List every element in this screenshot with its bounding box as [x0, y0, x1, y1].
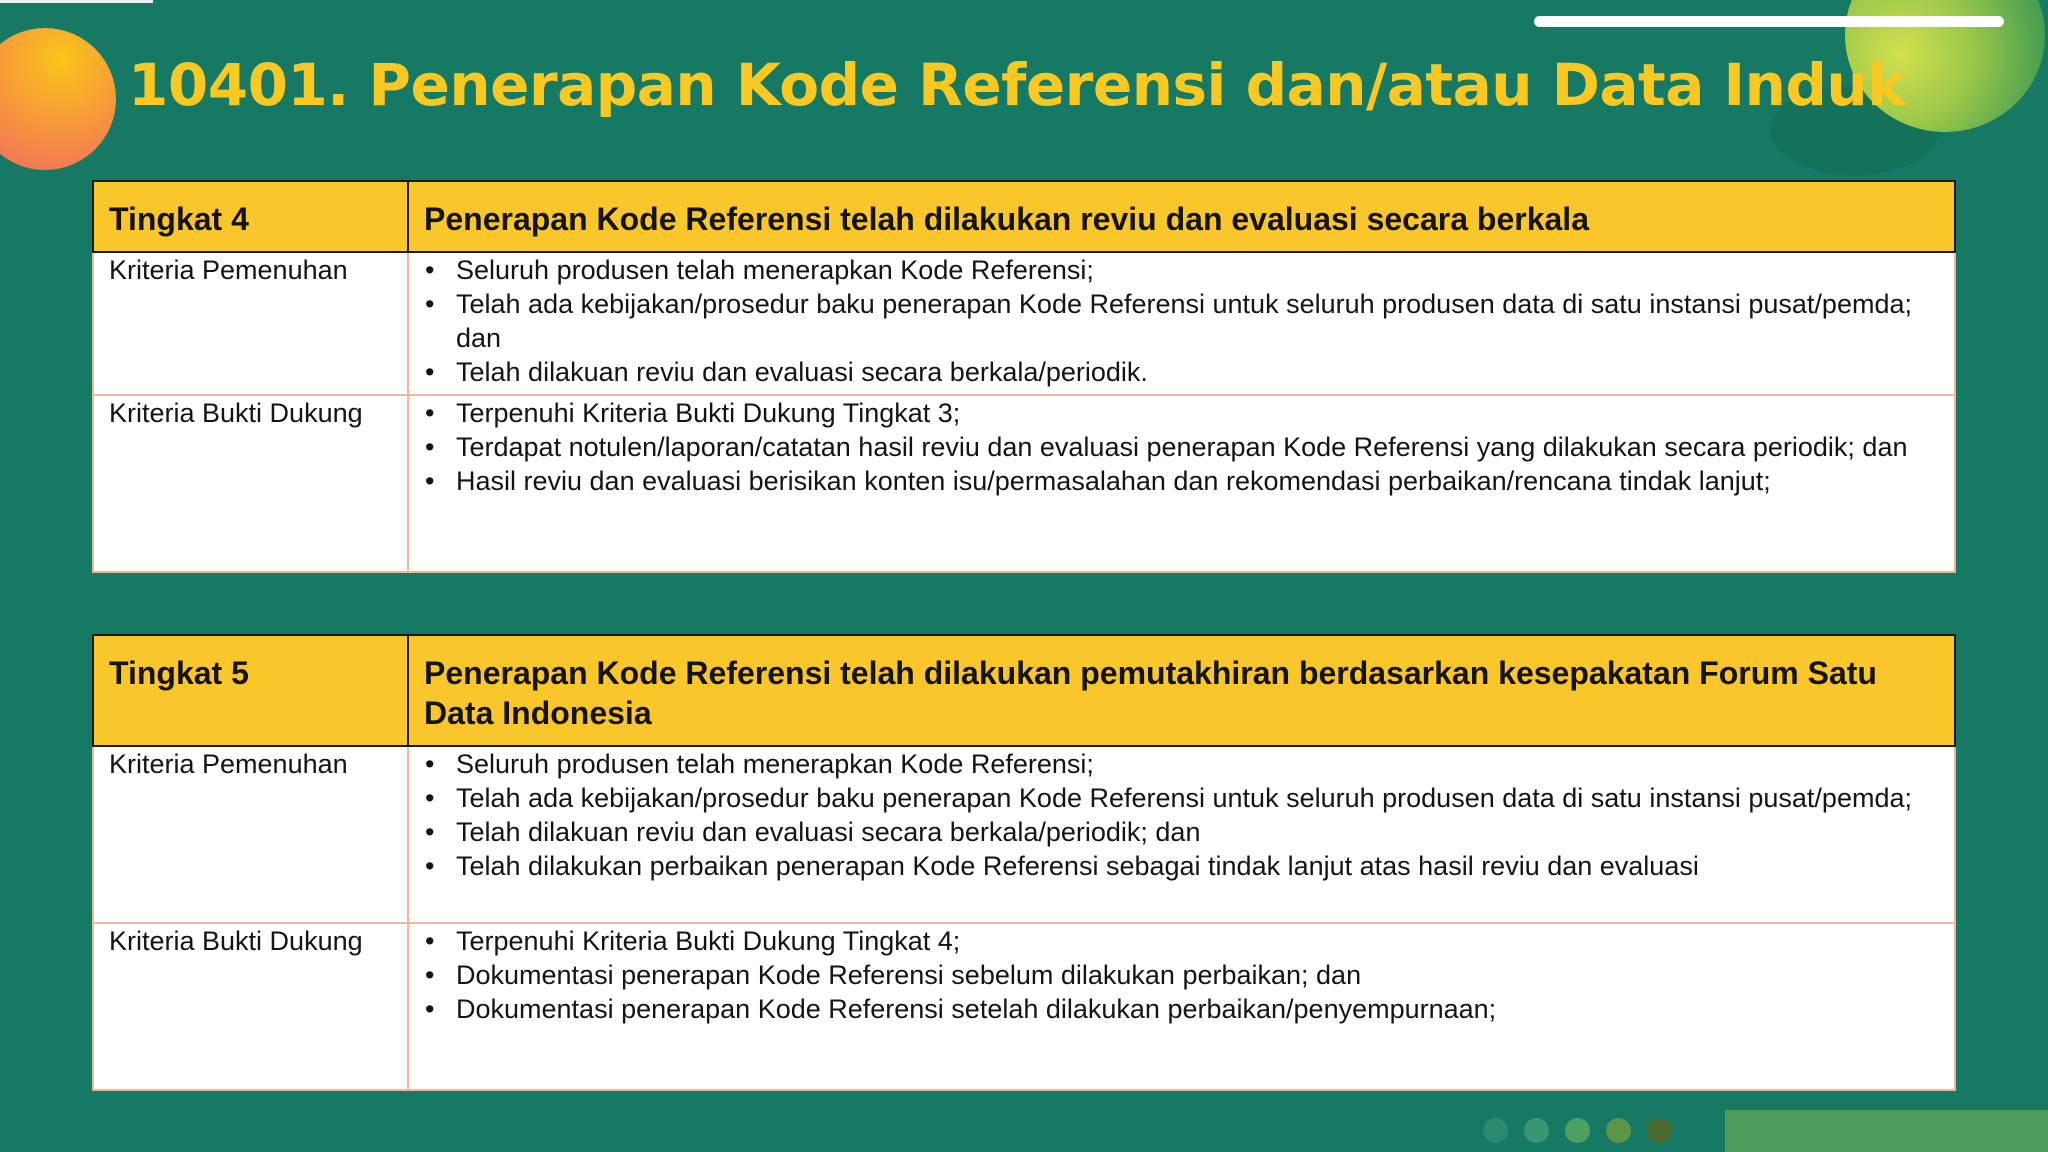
- criteria-list-cell: [408, 395, 1955, 572]
- slide-dot-1: [1483, 1118, 1508, 1143]
- slide-dot-4: [1606, 1118, 1631, 1143]
- list-item: • Telah dilakukan perbaikan penerapan Kode Referensi sebagai tindak lanjut atas hasil reviu dan evaluasi: [456, 849, 1939, 883]
- slide-dots: [1483, 1118, 1672, 1143]
- list-item: • Dokumentasi penerapan Kode Referensi setelah dilakukan perbaikan/penyempurnaan;: [456, 992, 1939, 1026]
- slide-dot-2: [1524, 1118, 1549, 1143]
- criteria-row-pemenuhan: [93, 252, 1955, 395]
- level-header-row: [93, 635, 1955, 746]
- criteria-label: Kriteria Bukti Dukung: [93, 923, 408, 1090]
- slide-title: 10401. Penerapan Kode Referensi dan/atau Data Induk: [128, 51, 1906, 119]
- criteria-row-bukti-dukung: [93, 395, 1955, 572]
- criteria-list: [424, 253, 1939, 389]
- criteria-label: Kriteria Bukti Dukung: [93, 395, 408, 572]
- list-item: • Telah ada kebijakan/prosedur baku penerapan Kode Referensi untuk seluruh produsen data di satu instansi pusat/pemda; dan: [456, 287, 1939, 355]
- top-left-accent-bar: [0, 0, 153, 3]
- list-item: • Hasil reviu dan evaluasi berisikan konten isu/permasalahan dan rekomendasi perbaikan/rencana tindak lanjut;: [456, 464, 1939, 498]
- list-item: • Telah dilakuan reviu dan evaluasi secara berkala/periodik.: [456, 355, 1939, 389]
- criteria-list: [424, 924, 1939, 1026]
- criteria-row-pemenuhan: [93, 746, 1955, 923]
- level-table-4: [92, 180, 1956, 573]
- level-table-5: [92, 634, 1956, 1091]
- corner-green-block: [1725, 1110, 2048, 1152]
- level-label: Tingkat 4: [93, 181, 408, 252]
- list-item: • Telah ada kebijakan/prosedur baku penerapan Kode Referensi untuk seluruh produsen data di satu instansi pusat/pemda;: [456, 781, 1939, 815]
- criteria-list: [424, 396, 1939, 498]
- list-item: • Terpenuhi Kriteria Bukti Dukung Tingkat 3;: [456, 396, 1939, 430]
- list-item: • Seluruh produsen telah menerapkan Kode Referensi;: [456, 253, 1939, 287]
- orange-orb-decoration: [0, 28, 116, 170]
- criteria-list: [424, 747, 1939, 883]
- list-item: • Telah dilakuan reviu dan evaluasi secara berkala/periodik; dan: [456, 815, 1939, 849]
- criteria-list-cell: [408, 746, 1955, 923]
- criteria-list-cell: [408, 923, 1955, 1090]
- top-white-bar: [1534, 16, 2004, 27]
- list-item: • Terpenuhi Kriteria Bukti Dukung Tingkat 4;: [456, 924, 1939, 958]
- criteria-row-bukti-dukung: [93, 923, 1955, 1090]
- level-header-row: [93, 181, 1955, 252]
- level-heading: Penerapan Kode Referensi telah dilakukan pemutakhiran berdasarkan kesepakatan Forum Satu Data Indonesia: [408, 635, 1955, 746]
- list-item: • Terdapat notulen/laporan/catatan hasil reviu dan evaluasi penerapan Kode Referensi yang dilakukan secara periodik; dan: [456, 430, 1939, 464]
- list-item: • Seluruh produsen telah menerapkan Kode Referensi;: [456, 747, 1939, 781]
- slide-dot-5: [1647, 1118, 1672, 1143]
- criteria-label: Kriteria Pemenuhan: [93, 746, 408, 923]
- criteria-label: Kriteria Pemenuhan: [93, 252, 408, 395]
- list-item: • Dokumentasi penerapan Kode Referensi sebelum dilakukan perbaikan; dan: [456, 958, 1939, 992]
- level-label: Tingkat 5: [93, 635, 408, 746]
- criteria-list-cell: [408, 252, 1955, 395]
- level-heading: Penerapan Kode Referensi telah dilakukan reviu dan evaluasi secara berkala: [408, 181, 1955, 252]
- slide-dot-3: [1565, 1118, 1590, 1143]
